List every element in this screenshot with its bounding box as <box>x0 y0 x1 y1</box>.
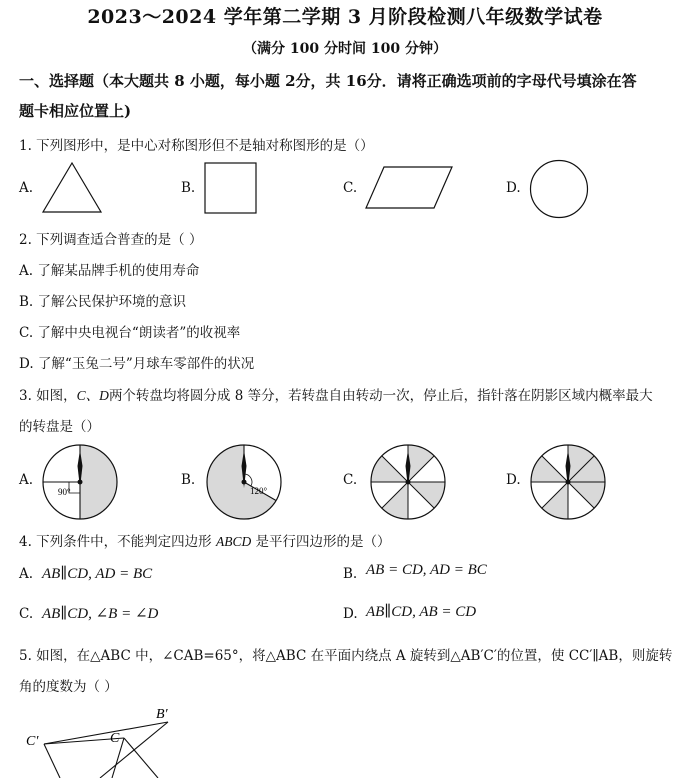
q1-parallelogram-figure <box>364 164 456 212</box>
q1-square-figure <box>202 160 260 216</box>
q3-stem-pre: 3. 如图， <box>19 388 77 404</box>
q4-option-a: AB∥CD, AD = BC <box>42 566 153 582</box>
q4-stem-pre: 4. 下列条件中，不能判定四边形 <box>19 534 216 550</box>
q3-stem-post: 两个转盘均将圆分成 8 等分，若转盘自由转动一次，停止后，指针落在阴影区域内概率最大 <box>108 388 653 404</box>
q1-label-c: C. <box>343 180 358 196</box>
q1-stem: 1. 下列图形中，是中心对称图形但不是轴对称图形的是（） <box>19 138 374 154</box>
q3-label-d: D. <box>506 472 521 488</box>
q3-stem-vars: C、D <box>76 388 109 403</box>
q4-label-b: B. <box>343 566 358 582</box>
q1-label-b: B. <box>181 180 196 196</box>
q3-angle-b-label: 120° <box>250 486 268 496</box>
q3-spinner-d <box>528 442 608 522</box>
q1-label-d: D. <box>506 180 521 196</box>
q2-option-c: C. 了解中央电视台“朗读者”的收视率 <box>19 325 241 341</box>
exam-title: 2023～2024 学年第二学期 3 月阶段检测八年级数学试卷 <box>87 6 603 28</box>
q5-stem-line1: 5. 如图，在△ABC 中，∠CAB=65°，将△ABC 在平面内绕点 A 旋转到△AB′C′的位置，使 CC′∥AB，则旋转 <box>19 648 673 664</box>
q1-label-a: A. <box>19 180 34 196</box>
q2-option-d: D. 了解“玉兔二号”月球车零部件的状况 <box>19 356 255 372</box>
q4-stem <box>19 530 391 550</box>
q3-spinner-a <box>40 442 120 522</box>
q4-label-c: C. <box>19 606 34 622</box>
exam-subtitle: （满分 100 分时间 100 分钟） <box>243 41 447 57</box>
q3-stem-line2: 的转盘是（） <box>19 419 100 435</box>
q4-option-d: AB∥CD, AB = CD <box>366 604 477 620</box>
q3-angle-a-label: 90° <box>58 487 71 497</box>
q4-stem-post: 是平行四边形的是（） <box>251 534 391 550</box>
q4-option-c: AB∥CD, ∠B = ∠D <box>42 606 159 622</box>
q3-spinner-c <box>368 442 448 522</box>
q2-option-b: B. 了解公民保护环境的意识 <box>19 294 187 310</box>
q1-circle-figure <box>528 158 590 220</box>
q5-label-c: C <box>110 731 120 746</box>
section-heading-line2: 题卡相应位置上) <box>19 102 132 120</box>
q4-option-b: AB = CD, AD = BC <box>366 562 487 578</box>
q3-spinner-b <box>204 442 284 522</box>
q3-label-a: A. <box>19 472 34 488</box>
q1-triangle-figure <box>40 160 104 215</box>
q5-label-b-prime: B′ <box>156 707 168 722</box>
q5-stem-line2: 角的度数为（ ） <box>19 679 118 695</box>
q4-stem-var: ABCD <box>215 534 252 549</box>
q3-label-c: C. <box>343 472 358 488</box>
q2-stem: 2. 下列调查适合普查的是（ ） <box>19 232 203 248</box>
q5-label-c-prime: C′ <box>26 734 39 749</box>
q4-label-d: D. <box>343 606 358 622</box>
q2-option-a: A. 了解某品牌手机的使用寿命 <box>19 263 200 279</box>
q4-label-a: A. <box>19 566 34 582</box>
section-heading-line1: 一、选择题（本大题共 8 小题，每小题 2分，共 16分．请将正确选项前的字母代号填涂在答 <box>19 72 637 90</box>
q5-rotation-figure <box>20 700 200 778</box>
q3-stem-line1 <box>19 384 653 404</box>
q3-label-b: B. <box>181 472 196 488</box>
